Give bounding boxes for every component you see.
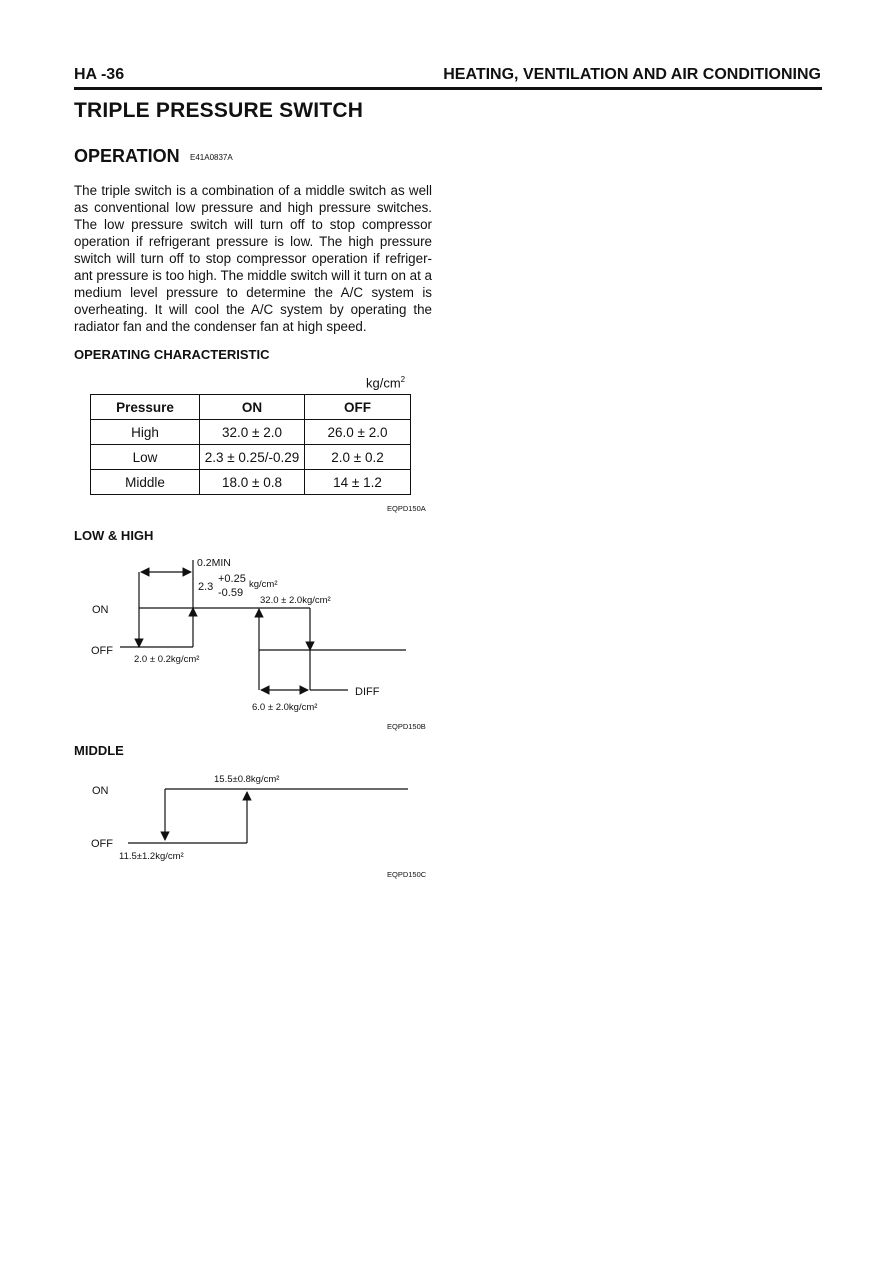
table-cell: 26.0 ± 2.0: [305, 420, 411, 445]
figure-code: EQPD150C: [387, 870, 427, 879]
low-on-base: 2.3: [198, 581, 214, 593]
table-cell: 32.0 ± 2.0: [200, 420, 305, 445]
table-row: [91, 445, 411, 470]
figure-code: EQPD150A: [387, 504, 426, 513]
characteristic-table: [90, 394, 411, 495]
diff-value: 6.0 ± 2.0kg/cm²: [252, 702, 318, 713]
table-header-row: [91, 395, 411, 420]
middle-on-label: ON: [92, 785, 109, 797]
middle-on-value: 15.5±0.8kg/cm²: [214, 774, 280, 785]
table-header-cell: ON: [200, 395, 305, 420]
page-title: TRIPLE PRESSURE SWITCH: [74, 99, 364, 122]
figure-code: EQPD150B: [387, 722, 426, 731]
low-on-unit: kg/cm²: [249, 579, 278, 590]
diff-label: DIFF: [355, 686, 380, 698]
middle-heading: MIDDLE: [74, 743, 124, 758]
low-on-plus: +0.25: [218, 573, 246, 585]
table-cell: Low: [91, 445, 200, 470]
page-number: HA -36: [74, 66, 125, 83]
operation-code: E41A0837A: [190, 153, 233, 162]
on-label: ON: [92, 604, 109, 616]
low-off-value: 2.0 ± 0.2kg/cm²: [134, 654, 200, 665]
middle-diagram: [0, 765, 893, 875]
table-cell: 14 ± 1.2: [305, 470, 411, 495]
chapter-title: HEATING, VENTILATION AND AIR CONDITIONING: [443, 66, 821, 83]
operation-heading: OPERATION: [74, 146, 180, 166]
low-on-minus: -0.59: [218, 587, 244, 599]
table-cell: 18.0 ± 0.8: [200, 470, 305, 495]
characteristic-heading: OPERATING CHARACTERISTIC: [74, 347, 270, 362]
table-cell: High: [91, 420, 200, 445]
header-rule: [74, 87, 822, 90]
operation-paragraph: The triple switch is a combination of a middle switch as well as conventional low pressure and high pressure switches. The low pressure switch will turn off to stop compressor operation if refrigerant pressure is low. The high pressure switch will turn off to stop compressor operation if refriger-ant pressure is too high. The middle switch will it turn on at a medium level pressure to determine the A/C system is overheating. It will cool the A/C system by operating the radiator fan and the condenser fan at high speed.: [74, 183, 432, 334]
middle-off-value: 11.5±1.2kg/cm²: [119, 851, 184, 862]
min-label: 0.2MIN: [197, 557, 231, 569]
table-header-cell: Pressure: [91, 395, 200, 420]
table-cell: 2.0 ± 0.2: [305, 445, 411, 470]
table-cell: Middle: [91, 470, 200, 495]
table-header-cell: OFF: [305, 395, 411, 420]
middle-off-label: OFF: [91, 838, 113, 850]
off-label: OFF: [91, 645, 113, 657]
low-high-heading: LOW & HIGH: [74, 528, 154, 543]
high-on-value: 32.0 ± 2.0kg/cm²: [260, 595, 331, 606]
table-row: [91, 420, 411, 445]
table-cell: 2.3 ± 0.25/-0.29: [200, 445, 305, 470]
table-unit: $kg/cm^2$: [366, 375, 406, 391]
low-high-diagram: [0, 550, 893, 740]
table-row: [91, 470, 411, 495]
